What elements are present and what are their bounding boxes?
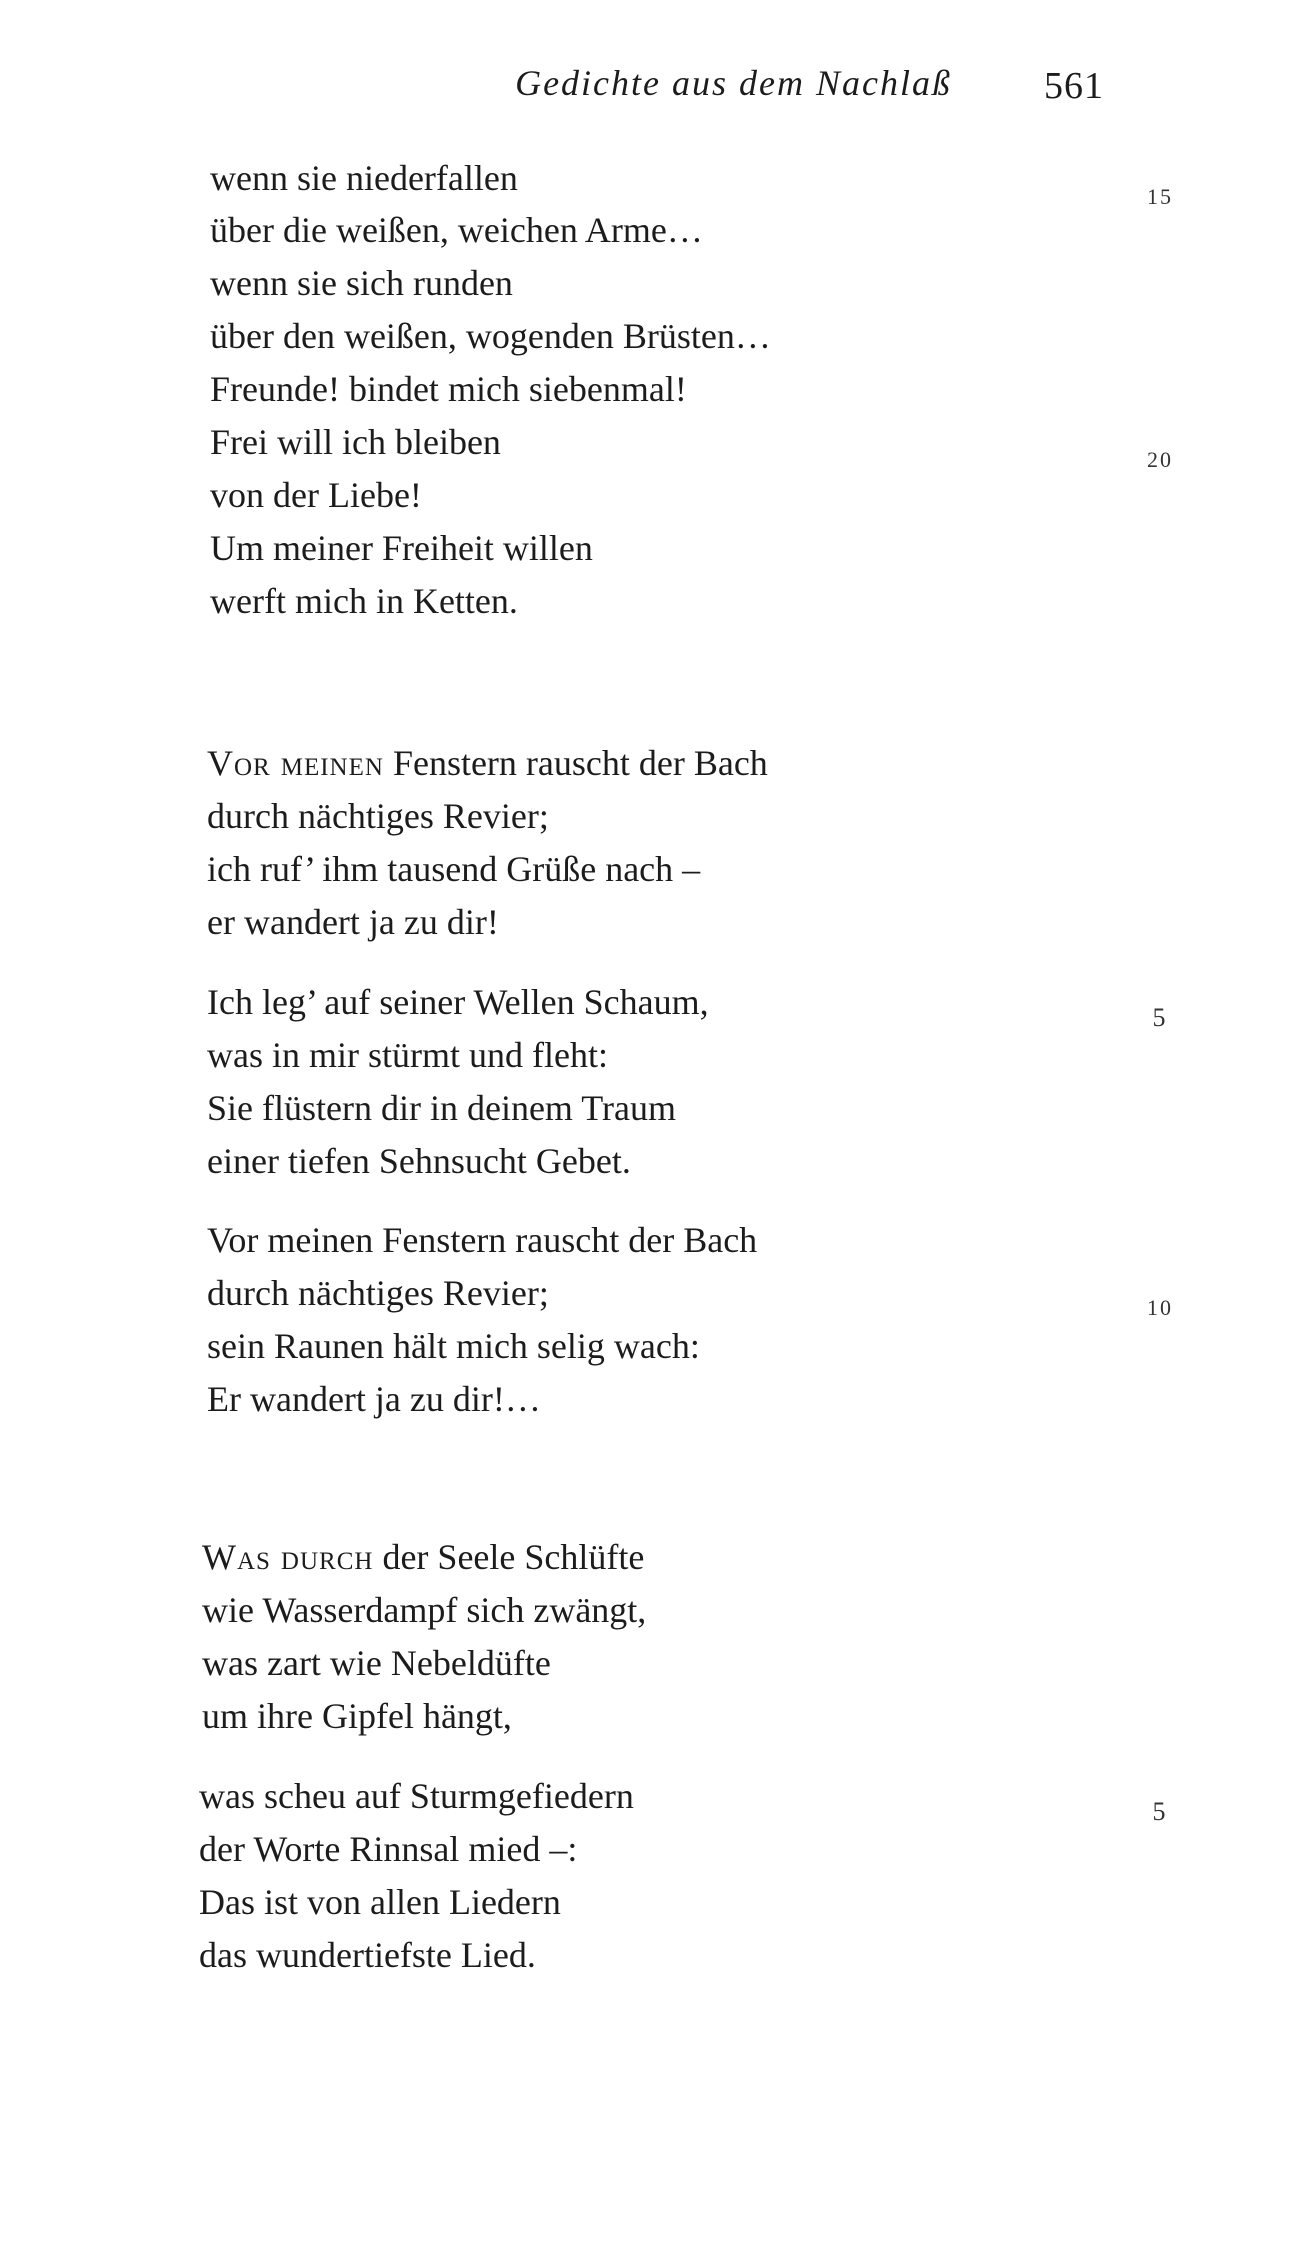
poem-first-line bbox=[202, 1539, 644, 1575]
poem-line: wenn sie niederfallen bbox=[210, 158, 518, 198]
poem-line: sein Raunen hält mich selig wach: bbox=[207, 1326, 700, 1366]
poem-line: von der Liebe! bbox=[210, 475, 422, 515]
line-number: 5 bbox=[1152, 1003, 1168, 1032]
poem-line: er wandert ja zu dir! bbox=[207, 902, 499, 942]
poem-line: Das ist von allen Liedern bbox=[199, 1882, 561, 1922]
poem-line: wie Wasserdampf sich zwängt, bbox=[202, 1590, 647, 1630]
poem-line: einer tiefen Sehnsucht Gebet. bbox=[207, 1141, 631, 1181]
poem-line: der Worte Rinnsal mied –: bbox=[199, 1829, 578, 1869]
poem-line: wenn sie sich runden bbox=[210, 263, 513, 303]
poem-line: was zart wie Nebeldüfte bbox=[202, 1643, 551, 1683]
poem-line: Vor meinen Fenstern rauscht der Bach bbox=[207, 1220, 758, 1260]
poem-line: durch nächtiges Revier; bbox=[207, 1273, 549, 1313]
line-number: 10 bbox=[1147, 1295, 1173, 1320]
poem-incipit: Was durch bbox=[202, 1537, 374, 1577]
poem-line: durch nächtiges Revier; bbox=[207, 796, 549, 836]
poem-line: was scheu auf Sturmgefiedern bbox=[199, 1776, 634, 1816]
poem-line: um ihre Gipfel hängt, bbox=[202, 1696, 512, 1736]
page-number: 561 bbox=[1044, 65, 1104, 107]
poem-line: werft mich in Ketten. bbox=[210, 581, 518, 621]
poem-line: das wundertiefste Lied. bbox=[199, 1935, 536, 1975]
poem-line: Sie flüstern dir in deinem Traum bbox=[207, 1088, 676, 1128]
poem-line: Um meiner Freiheit willen bbox=[210, 528, 593, 568]
poem-line: ich ruf’ ihm tausend Grüße nach – bbox=[207, 849, 701, 889]
poem-line: was in mir stürmt und fleht: bbox=[207, 1035, 608, 1075]
poem-line: Freunde! bindet mich siebenmal! bbox=[210, 369, 687, 409]
poem-line: Frei will ich bleiben bbox=[210, 422, 501, 462]
poem-line: Ich leg’ auf seiner Wellen Schaum, bbox=[207, 982, 709, 1022]
poem-first-line-rest: Fenstern rauscht der Bach bbox=[383, 743, 768, 783]
poem-line: über die weißen, weichen Arme… bbox=[210, 210, 703, 250]
running-head bbox=[0, 62, 1294, 122]
poem-incipit: Vor meinen bbox=[207, 743, 384, 783]
line-number: 5 bbox=[1152, 1797, 1168, 1826]
poem-first-line bbox=[207, 745, 768, 781]
line-number: 15 bbox=[1147, 184, 1173, 209]
running-head-title: Gedichte aus dem Nachlaß bbox=[515, 63, 952, 103]
poem-line: über den weißen, wogenden Brüsten… bbox=[210, 316, 771, 356]
line-number: 20 bbox=[1147, 447, 1173, 472]
poem-line: Er wandert ja zu dir!… bbox=[207, 1379, 541, 1419]
poem-first-line-rest: der Seele Schlüfte bbox=[373, 1537, 645, 1577]
